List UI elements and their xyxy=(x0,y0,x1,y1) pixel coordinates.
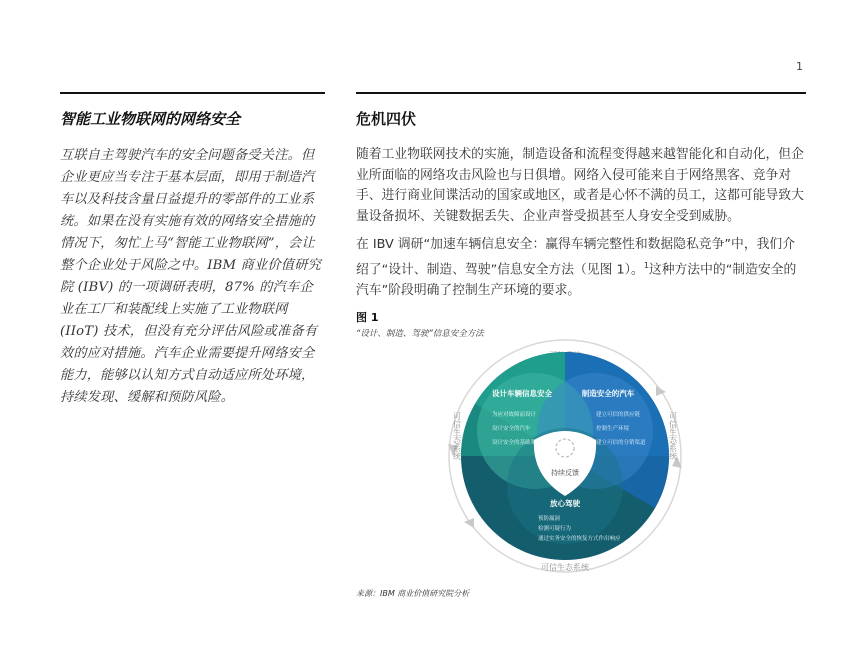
right-title-rule xyxy=(356,92,806,94)
manufacture-bullet: 控制生产环境 xyxy=(596,426,630,432)
outer-label-bottom: 可信生态系统 xyxy=(541,563,589,572)
design-bullet: 为应对故障而设计 xyxy=(492,412,537,418)
drive-bullet: 通过实务安全的恢复方式作出响应 xyxy=(538,536,621,542)
left-column xyxy=(60,92,325,409)
left-title-rule xyxy=(60,92,325,94)
design-bullet: 设计安全的基础架构 xyxy=(492,440,542,446)
intro-paragraph: 互联自主驾驶汽车的安全问题备受关注。但企业更应当专注于基本层面，即用于制造汽车以及科技含量日益提升的零部件的工业系统。如果在没有实施有效的网络安全措施的情况下，匆忙上马“智能工业物联网”，会让整个企业处于风险之中。IBM 商业价值研究院 (IBV) 的一项调研表明，87% 的汽车企业在工厂和装配线上实施了工业物联网 (IIoT) 技术，但没有充分评估风险或准备有效的应对措施。汽车企业需要提升网络安全能力，能够以认知方式自动适应所处环境，持续发现、缓解和预防风险。 xyxy=(60,148,321,405)
manufacture-bullet: 建立可信的供应链 xyxy=(596,412,641,418)
left-section-title: 智能工业物联网的网络安全 xyxy=(60,110,241,128)
footnote-ref: 1 xyxy=(643,260,649,270)
body-paragraph-1: 随着工业物联网技术的实施，制造设备和流程变得越来越智能化和自动化，但企业所面临的网络攻击风险也与日俱增。网络入侵可能来自于网络黑客、竞争对手、进行商业间谍活动的国家或地区，或者是心怀不满的员工，这都可能导致大量设备损坏、关键数据丢失、企业声誉受损甚至人身安全受到威胁。 xyxy=(356,147,804,224)
design-bullet: 设计安全的汽车 xyxy=(492,426,531,432)
figure-caption: “设计、制造、驾驶”信息安全方法 xyxy=(356,329,484,340)
body-paragraph-2-tail: 这种方法中的“制造安全的汽车”阶段明确了控制生产环境的要求。 xyxy=(356,262,797,298)
security-approach-diagram xyxy=(430,336,700,580)
diagram-svg xyxy=(430,336,700,580)
page-number: 1 xyxy=(796,60,803,73)
ring-arrow-icon xyxy=(464,518,474,528)
right-column xyxy=(356,92,806,339)
manufacture-bullet: 建立可信的分销渠道 xyxy=(596,440,646,446)
right-section-title: 危机四伏 xyxy=(356,110,417,128)
outer-label-left: 可信生态系统 xyxy=(452,412,462,460)
body-paragraph-2-text: 在 IBV 调研“加速车辆信息安全：赢得车辆完整性和数据隐私竞争”中，我们介绍了“设计、制造、驾驶”信息安全方法（见图 1）。 xyxy=(356,237,796,278)
center-label: 持续反馈 xyxy=(551,469,579,477)
figure-label: 图 1 xyxy=(356,311,379,325)
drive-bullet: 预防漏洞 xyxy=(538,516,561,522)
design-title xyxy=(492,388,552,398)
outer-label-right: 可信生态系统 xyxy=(668,412,678,460)
design-title-line: 设计车辆信息安全 xyxy=(492,389,552,398)
body-paragraph-2 xyxy=(356,235,806,301)
figure-source: 来源：IBM 商业价值研究院分析 xyxy=(356,589,470,598)
ring-arrow-icon xyxy=(656,386,666,396)
manufacture-title: 制造安全的汽车 xyxy=(581,389,635,398)
drive-title: 放心驾驶 xyxy=(550,499,580,508)
drive-bullet: 检测可疑行为 xyxy=(538,526,572,532)
